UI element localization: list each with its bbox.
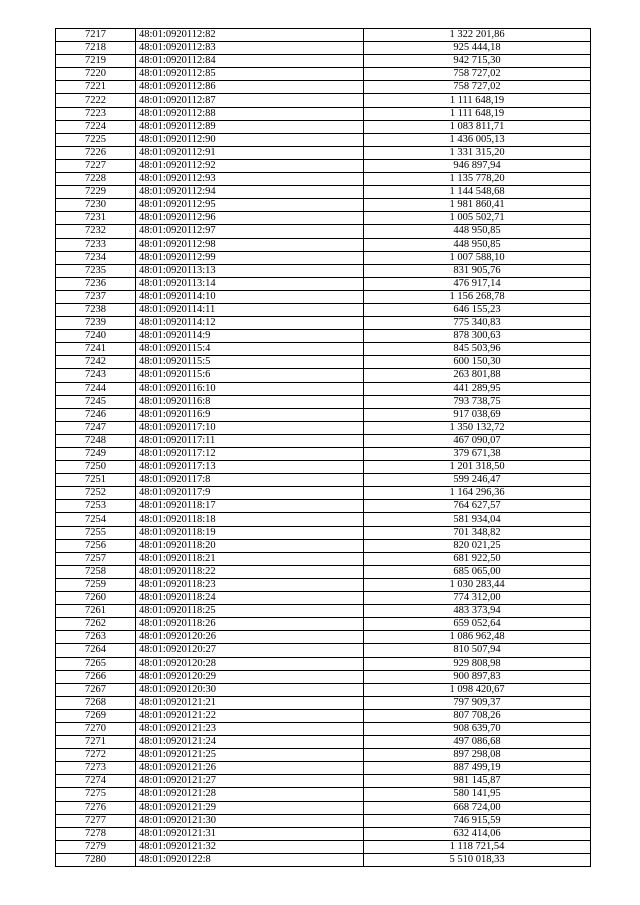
- table-row: [56, 68, 591, 81]
- cadastral-value: 1 156 268,78: [364, 290, 591, 303]
- row-number: 7240: [56, 330, 136, 343]
- cadastral-number: 48:01:0920112:83: [136, 42, 364, 55]
- row-number: 7254: [56, 513, 136, 526]
- table-row: [56, 592, 591, 605]
- table-row: [56, 382, 591, 395]
- cadastral-number: 48:01:0920121:21: [136, 696, 364, 709]
- row-number: 7252: [56, 487, 136, 500]
- row-number: 7241: [56, 343, 136, 356]
- row-number: 7237: [56, 290, 136, 303]
- cadastral-value: 774 312,00: [364, 592, 591, 605]
- row-number: 7217: [56, 29, 136, 42]
- cadastral-value: 668 724,00: [364, 801, 591, 814]
- table-row: [56, 81, 591, 94]
- cadastral-value: 793 738,75: [364, 395, 591, 408]
- table-row: [56, 788, 591, 801]
- cadastral-number: 48:01:0920112:86: [136, 81, 364, 94]
- cadastral-number: 48:01:0920118:25: [136, 605, 364, 618]
- table-row: [56, 421, 591, 434]
- table-row: [56, 395, 591, 408]
- cadastral-value: 632 414,06: [364, 827, 591, 840]
- row-number: 7229: [56, 186, 136, 199]
- row-number: 7277: [56, 814, 136, 827]
- cadastral-number: 48:01:0920115:4: [136, 343, 364, 356]
- row-number: 7242: [56, 356, 136, 369]
- cadastral-number: 48:01:0920117:9: [136, 487, 364, 500]
- cadastral-number: 48:01:0920118:19: [136, 526, 364, 539]
- cadastral-number: 48:01:0920113:14: [136, 277, 364, 290]
- cadastral-number: 48:01:0920121:30: [136, 814, 364, 827]
- cadastral-number: 48:01:0920118:17: [136, 500, 364, 513]
- row-number: 7248: [56, 434, 136, 447]
- table-row: [56, 317, 591, 330]
- cadastral-value: 5 510 018,33: [364, 853, 591, 866]
- cadastral-value: 685 065,00: [364, 565, 591, 578]
- cadastral-value: 1 331 315,20: [364, 146, 591, 159]
- row-number: 7228: [56, 173, 136, 186]
- cadastral-number: 48:01:0920112:96: [136, 212, 364, 225]
- row-number: 7270: [56, 722, 136, 735]
- cadastral-number: 48:01:0920117:8: [136, 474, 364, 487]
- cadastral-number: 48:01:0920112:98: [136, 238, 364, 251]
- table-row: [56, 487, 591, 500]
- table-row: [56, 29, 591, 42]
- cadastral-number: 48:01:0920112:97: [136, 225, 364, 238]
- cadastral-value: 831 905,76: [364, 264, 591, 277]
- row-number: 7279: [56, 840, 136, 853]
- row-number: 7267: [56, 683, 136, 696]
- cadastral-number: 48:01:0920116:10: [136, 382, 364, 395]
- row-number: 7245: [56, 395, 136, 408]
- cadastral-value: 600 150,30: [364, 356, 591, 369]
- cadastral-number: 48:01:0920118:26: [136, 618, 364, 631]
- row-number: 7264: [56, 644, 136, 657]
- cadastral-value: 659 052,64: [364, 618, 591, 631]
- cadastral-value: 476 917,14: [364, 277, 591, 290]
- cadastral-value: 897 298,08: [364, 749, 591, 762]
- table-row: [56, 565, 591, 578]
- cadastral-value: 810 507,94: [364, 644, 591, 657]
- cadastral-value: 581 934,04: [364, 513, 591, 526]
- cadastral-number: 48:01:0920118:20: [136, 539, 364, 552]
- cadastral-value: 1 111 648,19: [364, 107, 591, 120]
- row-number: 7274: [56, 775, 136, 788]
- row-number: 7244: [56, 382, 136, 395]
- table-row: [56, 618, 591, 631]
- cadastral-number: 48:01:0920120:30: [136, 683, 364, 696]
- cadastral-value: 925 444,18: [364, 42, 591, 55]
- cadastral-number: 48:01:0920114:11: [136, 303, 364, 316]
- table-row: [56, 644, 591, 657]
- row-number: 7238: [56, 303, 136, 316]
- table-row: [56, 840, 591, 853]
- table-row: [56, 133, 591, 146]
- row-number: 7261: [56, 605, 136, 618]
- cadastral-value: 946 897,94: [364, 159, 591, 172]
- table-row: [56, 683, 591, 696]
- cadastral-number: 48:01:0920112:92: [136, 159, 364, 172]
- cadastral-value: 764 627,57: [364, 500, 591, 513]
- table-row: [56, 539, 591, 552]
- row-number: 7232: [56, 225, 136, 238]
- cadastral-number: 48:01:0920118:23: [136, 578, 364, 591]
- table-row: [56, 696, 591, 709]
- table-row: [56, 225, 591, 238]
- cadastral-value: 1 135 778,20: [364, 173, 591, 186]
- table-row: [56, 369, 591, 382]
- cadastral-value: 701 348,82: [364, 526, 591, 539]
- table-body: [56, 29, 591, 867]
- table-row: [56, 146, 591, 159]
- cadastral-value: 599 246,47: [364, 474, 591, 487]
- table-row: [56, 159, 591, 172]
- table-row: [56, 762, 591, 775]
- cadastral-value: 1 030 283,44: [364, 578, 591, 591]
- row-number: 7275: [56, 788, 136, 801]
- cadastral-value: 1 164 296,36: [364, 487, 591, 500]
- row-number: 7276: [56, 801, 136, 814]
- row-number: 7258: [56, 565, 136, 578]
- table-row: [56, 657, 591, 670]
- cadastral-number: 48:01:0920122:8: [136, 853, 364, 866]
- row-number: 7269: [56, 709, 136, 722]
- table-row: [56, 552, 591, 565]
- cadastral-value: 758 727,02: [364, 68, 591, 81]
- cadastral-number: 48:01:0920120:27: [136, 644, 364, 657]
- cadastral-number: 48:01:0920113:13: [136, 264, 364, 277]
- cadastral-number: 48:01:0920112:85: [136, 68, 364, 81]
- cadastral-value: 887 499,19: [364, 762, 591, 775]
- row-number: 7250: [56, 461, 136, 474]
- cadastral-number: 48:01:0920121:28: [136, 788, 364, 801]
- row-number: 7223: [56, 107, 136, 120]
- cadastral-number: 48:01:0920112:89: [136, 120, 364, 133]
- row-number: 7249: [56, 448, 136, 461]
- row-number: 7234: [56, 251, 136, 264]
- row-number: 7278: [56, 827, 136, 840]
- table-row: [56, 526, 591, 539]
- table-row: [56, 42, 591, 55]
- row-number: 7231: [56, 212, 136, 225]
- cadastral-number: 48:01:0920121:24: [136, 736, 364, 749]
- table-row: [56, 434, 591, 447]
- cadastral-value: 448 950,85: [364, 225, 591, 238]
- row-number: 7221: [56, 81, 136, 94]
- cadastral-number: 48:01:0920121:25: [136, 749, 364, 762]
- table-row: [56, 343, 591, 356]
- table-row: [56, 120, 591, 133]
- cadastral-value: 1 083 811,71: [364, 120, 591, 133]
- row-number: 7263: [56, 631, 136, 644]
- row-number: 7255: [56, 526, 136, 539]
- cadastral-number: 48:01:0920115:6: [136, 369, 364, 382]
- cadastral-value: 820 021,25: [364, 539, 591, 552]
- row-number: 7266: [56, 670, 136, 683]
- cadastral-value: 908 639,70: [364, 722, 591, 735]
- row-number: 7280: [56, 853, 136, 866]
- cadastral-value: 942 715,30: [364, 55, 591, 68]
- table-row: [56, 448, 591, 461]
- cadastral-number: 48:01:0920118:24: [136, 592, 364, 605]
- table-row: [56, 290, 591, 303]
- cadastral-value: 917 038,69: [364, 408, 591, 421]
- cadastral-value: 448 950,85: [364, 238, 591, 251]
- row-number: 7218: [56, 42, 136, 55]
- cadastral-number: 48:01:0920118:22: [136, 565, 364, 578]
- table-row: [56, 827, 591, 840]
- table-row: [56, 238, 591, 251]
- cadastral-number: 48:01:0920120:26: [136, 631, 364, 644]
- table-row: [56, 199, 591, 212]
- cadastral-number: 48:01:0920112:95: [136, 199, 364, 212]
- cadastral-value: 646 155,23: [364, 303, 591, 316]
- cadastral-value: 1 007 588,10: [364, 251, 591, 264]
- row-number: 7272: [56, 749, 136, 762]
- table-row: [56, 212, 591, 225]
- cadastral-value-table: [55, 28, 591, 867]
- row-number: 7225: [56, 133, 136, 146]
- row-number: 7273: [56, 762, 136, 775]
- row-number: 7220: [56, 68, 136, 81]
- cadastral-value: 1 201 318,50: [364, 461, 591, 474]
- cadastral-value: 900 897,83: [364, 670, 591, 683]
- table-row: [56, 801, 591, 814]
- cadastral-value: 1 322 201,86: [364, 29, 591, 42]
- cadastral-number: 48:01:0920112:87: [136, 94, 364, 107]
- table-row: [56, 814, 591, 827]
- row-number: 7224: [56, 120, 136, 133]
- cadastral-value: 263 801,88: [364, 369, 591, 382]
- row-number: 7259: [56, 578, 136, 591]
- table-row: [56, 736, 591, 749]
- row-number: 7233: [56, 238, 136, 251]
- row-number: 7253: [56, 500, 136, 513]
- row-number: 7251: [56, 474, 136, 487]
- cadastral-number: 48:01:0920114:10: [136, 290, 364, 303]
- table-row: [56, 303, 591, 316]
- cadastral-number: 48:01:0920121:29: [136, 801, 364, 814]
- cadastral-number: 48:01:0920112:88: [136, 107, 364, 120]
- cadastral-number: 48:01:0920121:32: [136, 840, 364, 853]
- cadastral-number: 48:01:0920112:82: [136, 29, 364, 42]
- cadastral-value: 441 289,95: [364, 382, 591, 395]
- table-row: [56, 356, 591, 369]
- cadastral-number: 48:01:0920118:21: [136, 552, 364, 565]
- table-row: [56, 330, 591, 343]
- cadastral-number: 48:01:0920116:9: [136, 408, 364, 421]
- table-row: [56, 709, 591, 722]
- table-row: [56, 461, 591, 474]
- cadastral-value: 878 300,63: [364, 330, 591, 343]
- cadastral-value: 1 144 548,68: [364, 186, 591, 199]
- row-number: 7235: [56, 264, 136, 277]
- row-number: 7219: [56, 55, 136, 68]
- cadastral-value: 1 098 420,67: [364, 683, 591, 696]
- cadastral-value: 467 090,07: [364, 434, 591, 447]
- cadastral-value: 981 145,87: [364, 775, 591, 788]
- table-row: [56, 775, 591, 788]
- table-row: [56, 500, 591, 513]
- table-row: [56, 107, 591, 120]
- table-row: [56, 186, 591, 199]
- cadastral-number: 48:01:0920112:93: [136, 173, 364, 186]
- cadastral-number: 48:01:0920121:31: [136, 827, 364, 840]
- table-row: [56, 474, 591, 487]
- cadastral-number: 48:01:0920117:12: [136, 448, 364, 461]
- cadastral-number: 48:01:0920114:12: [136, 317, 364, 330]
- row-number: 7236: [56, 277, 136, 290]
- row-number: 7262: [56, 618, 136, 631]
- row-number: 7257: [56, 552, 136, 565]
- table-row: [56, 605, 591, 618]
- cadastral-value: 580 141,95: [364, 788, 591, 801]
- cadastral-value: 1 350 132,72: [364, 421, 591, 434]
- cadastral-number: 48:01:0920112:90: [136, 133, 364, 146]
- cadastral-number: 48:01:0920112:84: [136, 55, 364, 68]
- cadastral-number: 48:01:0920112:94: [136, 186, 364, 199]
- table-row: [56, 631, 591, 644]
- cadastral-number: 48:01:0920116:8: [136, 395, 364, 408]
- row-number: 7256: [56, 539, 136, 552]
- table-row: [56, 853, 591, 866]
- cadastral-value: 1 118 721,54: [364, 840, 591, 853]
- table-row: [56, 264, 591, 277]
- cadastral-value: 1 086 962,48: [364, 631, 591, 644]
- cadastral-number: 48:01:0920112:99: [136, 251, 364, 264]
- row-number: 7227: [56, 159, 136, 172]
- cadastral-value: 497 086,68: [364, 736, 591, 749]
- row-number: 7265: [56, 657, 136, 670]
- cadastral-value: 681 922,50: [364, 552, 591, 565]
- cadastral-value: 379 671,38: [364, 448, 591, 461]
- table-row: [56, 513, 591, 526]
- row-number: 7268: [56, 696, 136, 709]
- row-number: 7222: [56, 94, 136, 107]
- cadastral-value: 1 981 860,41: [364, 199, 591, 212]
- cadastral-number: 48:01:0920117:11: [136, 434, 364, 447]
- cadastral-value: 845 503,96: [364, 343, 591, 356]
- row-number: 7230: [56, 199, 136, 212]
- cadastral-number: 48:01:0920120:28: [136, 657, 364, 670]
- table-row: [56, 55, 591, 68]
- table-row: [56, 670, 591, 683]
- table-row: [56, 251, 591, 264]
- cadastral-value: 746 915,59: [364, 814, 591, 827]
- row-number: 7246: [56, 408, 136, 421]
- cadastral-value: 483 373,94: [364, 605, 591, 618]
- row-number: 7260: [56, 592, 136, 605]
- table-row: [56, 173, 591, 186]
- cadastral-number: 48:01:0920121:23: [136, 722, 364, 735]
- table-row: [56, 578, 591, 591]
- table-row: [56, 277, 591, 290]
- cadastral-number: 48:01:0920117:10: [136, 421, 364, 434]
- table-row: [56, 408, 591, 421]
- cadastral-number: 48:01:0920120:29: [136, 670, 364, 683]
- cadastral-number: 48:01:0920121:27: [136, 775, 364, 788]
- cadastral-value: 807 708,26: [364, 709, 591, 722]
- cadastral-value: 1 436 005,13: [364, 133, 591, 146]
- cadastral-number: 48:01:0920114:9: [136, 330, 364, 343]
- cadastral-value: 758 727,02: [364, 81, 591, 94]
- cadastral-value: 929 808,98: [364, 657, 591, 670]
- row-number: 7243: [56, 369, 136, 382]
- cadastral-number: 48:01:0920112:91: [136, 146, 364, 159]
- cadastral-value: 775 340,83: [364, 317, 591, 330]
- cadastral-number: 48:01:0920118:18: [136, 513, 364, 526]
- row-number: 7271: [56, 736, 136, 749]
- cadastral-value: 1 005 502,71: [364, 212, 591, 225]
- table-row: [56, 722, 591, 735]
- cadastral-value: 1 111 648,19: [364, 94, 591, 107]
- table-row: [56, 749, 591, 762]
- row-number: 7247: [56, 421, 136, 434]
- table-row: [56, 94, 591, 107]
- row-number: 7226: [56, 146, 136, 159]
- cadastral-value: 797 909,37: [364, 696, 591, 709]
- cadastral-number: 48:01:0920115:5: [136, 356, 364, 369]
- cadastral-number: 48:01:0920121:22: [136, 709, 364, 722]
- cadastral-number: 48:01:0920117:13: [136, 461, 364, 474]
- cadastral-number: 48:01:0920121:26: [136, 762, 364, 775]
- row-number: 7239: [56, 317, 136, 330]
